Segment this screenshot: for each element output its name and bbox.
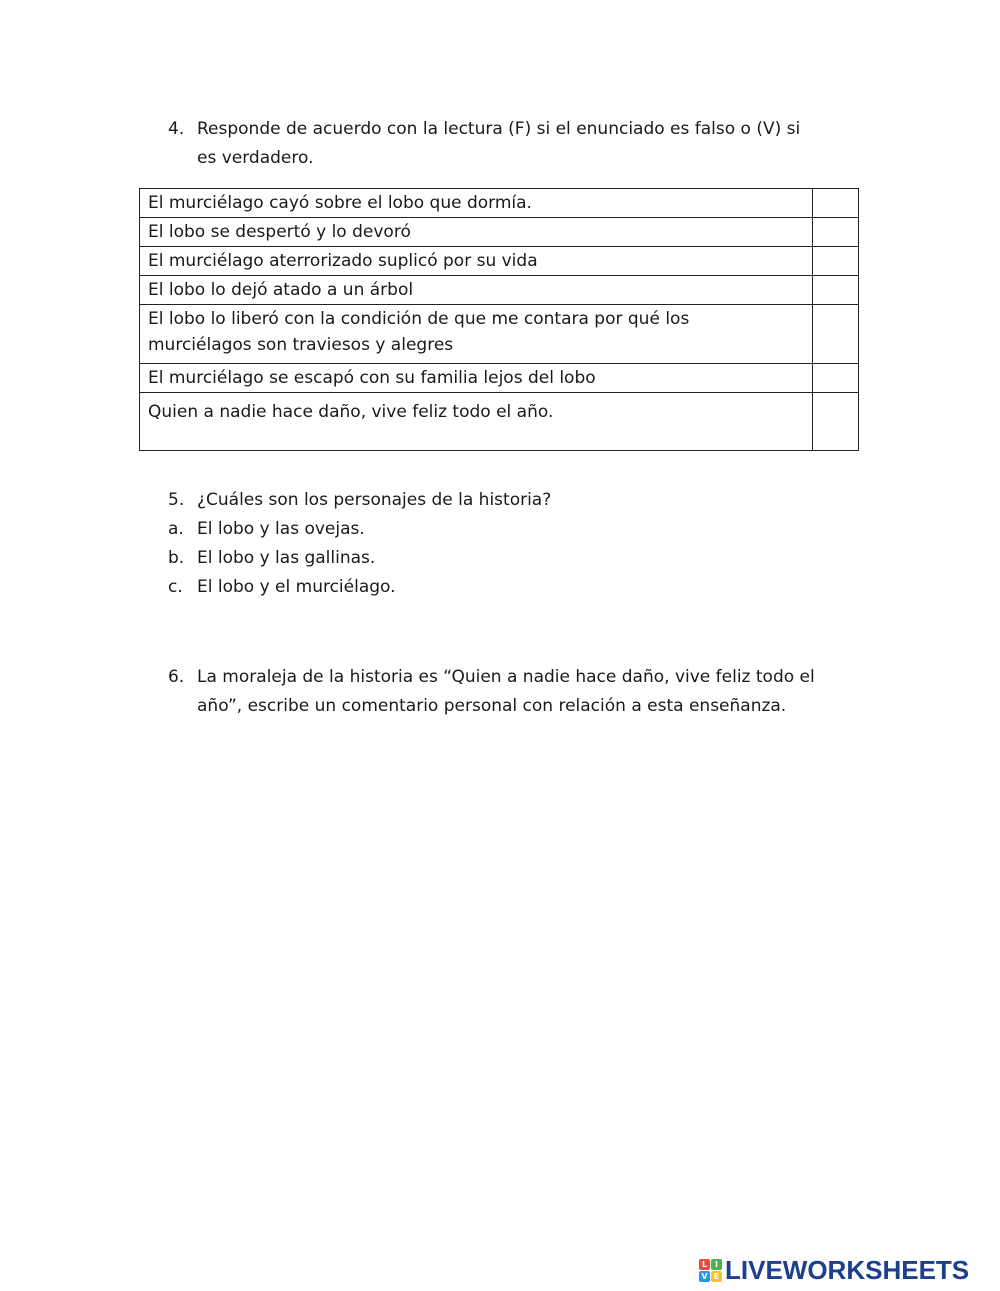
statement-cell: El murciélago se escapó con su familia lejos del lobo — [140, 364, 813, 393]
option-c[interactable] — [168, 573, 868, 602]
statement-cell: El murciélago cayó sobre el lobo que dormía. — [140, 189, 813, 218]
question-6-line-2 — [168, 692, 868, 721]
table-row — [140, 305, 859, 364]
logo-text: LIVEWORKSHEETS — [725, 1255, 970, 1285]
answer-cell[interactable] — [812, 247, 858, 276]
question-number: 5. — [168, 490, 185, 510]
option-text: El lobo y las gallinas. — [197, 548, 376, 568]
option-letter: b. — [168, 548, 185, 568]
option-a[interactable] — [168, 515, 868, 544]
table-row — [140, 393, 859, 451]
question-4 — [168, 115, 868, 173]
true-false-table — [139, 188, 859, 451]
question-5-text: ¿Cuáles son los personajes de la historia? — [197, 490, 552, 510]
answer-cell[interactable] — [812, 364, 858, 393]
question-6-text: La moraleja de la historia es “Quien a nadie hace daño, vive feliz todo el — [197, 667, 815, 687]
answer-cell[interactable] — [812, 218, 858, 247]
question-6-line-1 — [168, 663, 868, 692]
table-row — [140, 218, 859, 247]
question-5 — [168, 486, 868, 602]
option-text: El lobo y el murciélago. — [197, 577, 396, 597]
question-4-text: Responde de acuerdo con la lectura (F) si el enunciado es falso o (V) si — [197, 119, 801, 139]
liveworksheets-logo — [699, 1255, 969, 1286]
logo-blocks-icon — [699, 1259, 722, 1282]
answer-cell[interactable] — [812, 189, 858, 218]
logo-block: V — [699, 1271, 710, 1282]
question-4-text-cont: es verdadero. — [197, 148, 314, 168]
question-number: 4. — [168, 119, 185, 139]
statement-cell: El lobo lo dejó atado a un árbol — [140, 276, 813, 305]
logo-block: I — [711, 1259, 722, 1270]
answer-cell[interactable] — [812, 305, 858, 364]
question-6-text-cont: año”, escribe un comentario personal con relación a esta enseñanza. — [197, 696, 787, 716]
question-number: 6. — [168, 667, 185, 687]
table-row — [140, 247, 859, 276]
option-b[interactable] — [168, 544, 868, 573]
table-row — [140, 276, 859, 305]
answer-cell[interactable] — [812, 393, 858, 451]
answer-cell[interactable] — [812, 276, 858, 305]
logo-block: E — [711, 1271, 722, 1282]
statement-cell: Quien a nadie hace daño, vive feliz todo el año. — [140, 393, 813, 451]
statement-cell — [140, 305, 813, 364]
question-4-line-2 — [168, 144, 868, 173]
statement-cell: El murciélago aterrorizado suplicó por su vida — [140, 247, 813, 276]
question-4-line-1 — [168, 115, 868, 144]
statement-line: El lobo lo liberó con la condición de que me contara por qué los — [148, 309, 690, 329]
question-5-line — [168, 486, 868, 515]
question-6 — [168, 663, 868, 721]
statement-line: murciélagos son traviesos y alegres — [148, 335, 454, 355]
option-letter: c. — [168, 577, 183, 597]
option-text: El lobo y las ovejas. — [197, 519, 365, 539]
option-letter: a. — [168, 519, 184, 539]
table-row — [140, 364, 859, 393]
table-row — [140, 189, 859, 218]
statement-cell: El lobo se despertó y lo devoró — [140, 218, 813, 247]
logo-block: L — [699, 1259, 710, 1270]
